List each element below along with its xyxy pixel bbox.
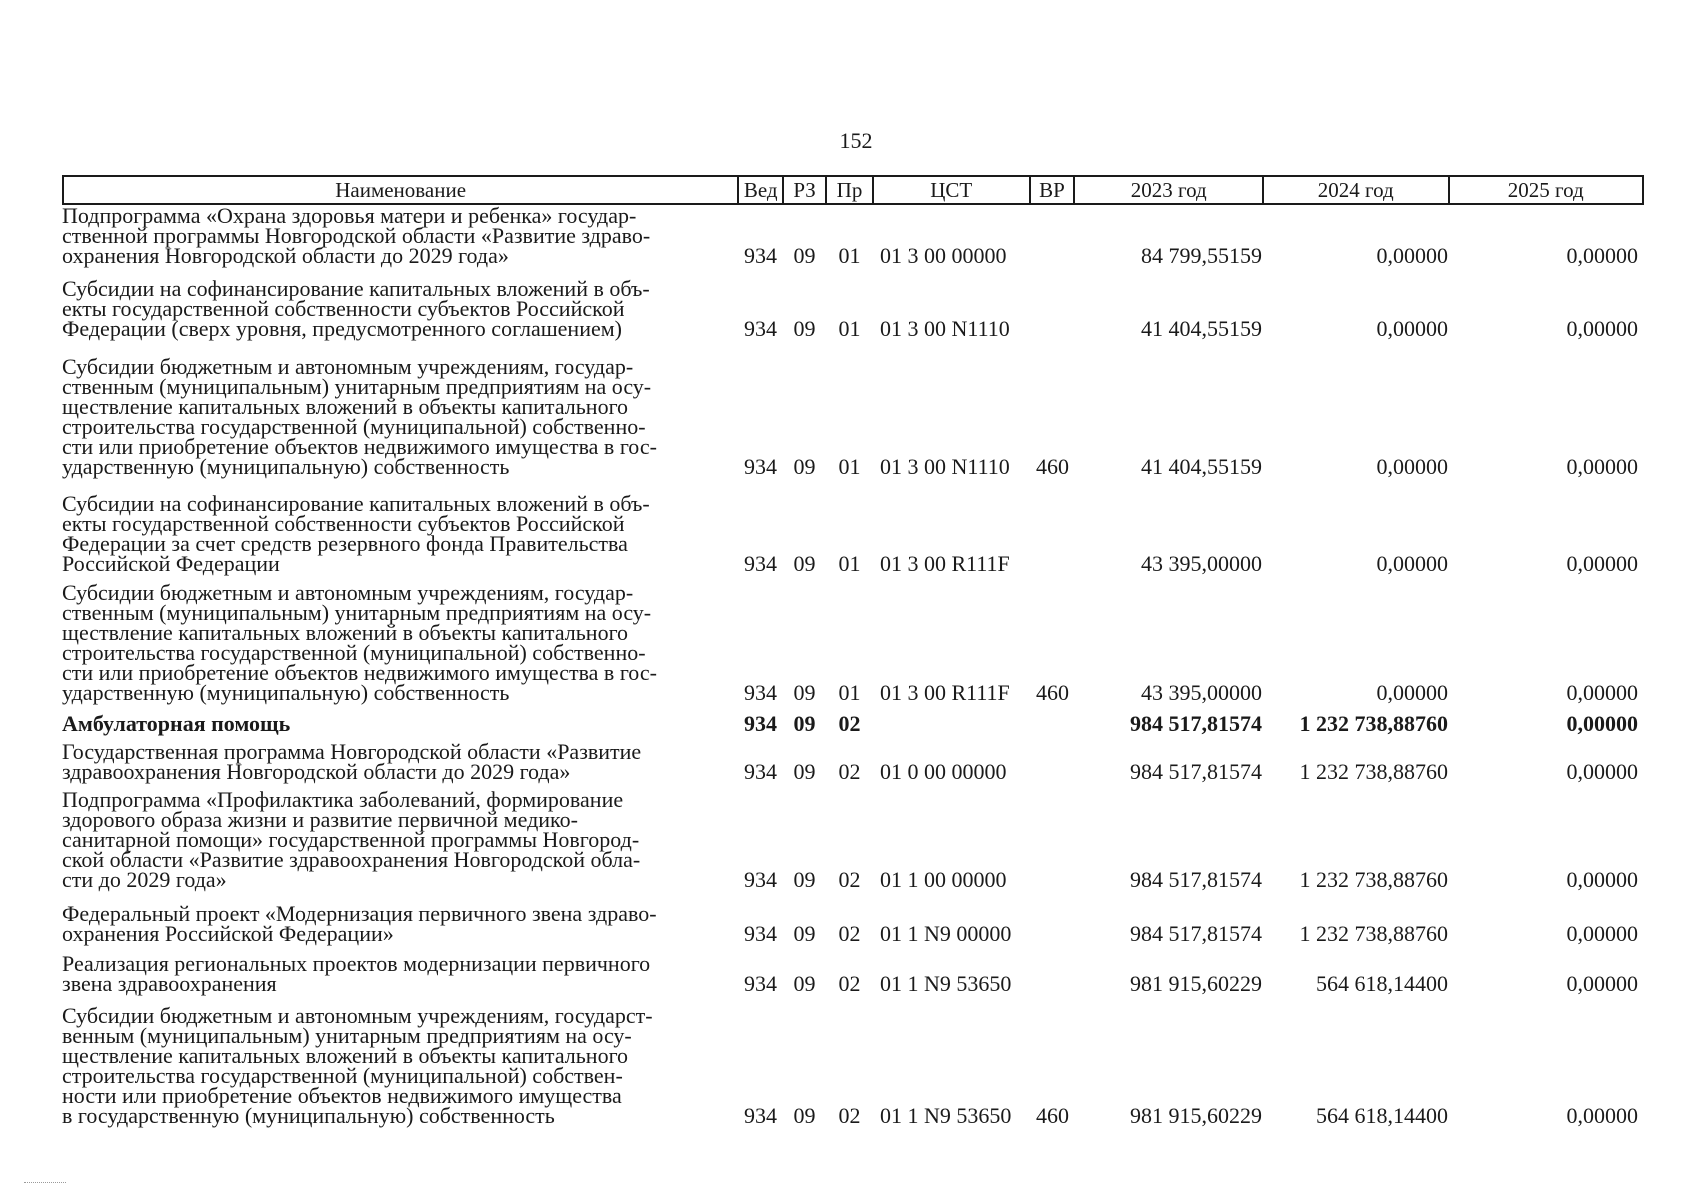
cell-pr: 01 xyxy=(838,680,861,705)
cell-ved: 934 xyxy=(744,551,777,576)
row-name-line: Субсидии бюджетным и автономным учреждениям, государ- xyxy=(62,580,634,605)
cell-vr: 460 xyxy=(1036,454,1069,479)
row-name-line: Субсидии на софинансирование капитальных вложений в объ- xyxy=(62,276,650,301)
row-name-line: Субсидии бюджетным и автономным учреждениям, государ- xyxy=(62,354,634,379)
cell-cst: 01 0 00 00000 xyxy=(880,759,1007,784)
row-name-line: ской области «Развитие здравоохранения Новгородской обла- xyxy=(62,847,641,872)
row-name-line: ществление капитальных вложений в объекты капитального xyxy=(62,1043,629,1068)
row-name-line: Подпрограмма «Охрана здоровья матери и ребенка» государ- xyxy=(62,203,637,228)
cell-ved: 934 xyxy=(744,680,777,705)
row-name-line: Федерации (сверх уровня, предусмотренного соглашением) xyxy=(62,316,622,341)
cell-ved: 934 xyxy=(744,759,777,784)
row-name-line: Амбулаторная помощь xyxy=(62,711,291,736)
table-row xyxy=(62,739,1644,784)
header-2024: 2024 год xyxy=(1264,177,1450,203)
cell-ved: 934 xyxy=(744,921,777,946)
row-name xyxy=(62,276,738,341)
row-name xyxy=(62,787,738,892)
row-name-line: звена здравоохранения xyxy=(62,971,277,996)
table-row xyxy=(62,580,1644,705)
cell-pr: 02 xyxy=(838,921,861,946)
row-name-line: Подпрограмма «Профилактика заболеваний, формирование xyxy=(62,787,624,812)
cell-ved: 934 xyxy=(744,243,777,268)
cell-pr: 01 xyxy=(838,316,861,341)
cell-y2025: 0,00000 xyxy=(1566,454,1638,479)
cell-y2024: 1 232 738,88760 xyxy=(1299,921,1448,946)
row-name xyxy=(62,1003,738,1128)
cell-y2025: 0,00000 xyxy=(1566,1103,1638,1128)
cell-cst: 01 3 00 00000 xyxy=(880,243,1007,268)
cell-cst: 01 3 00 N1110 xyxy=(880,454,1010,479)
row-name-line: ществление капитальных вложений в объекты капитального xyxy=(62,620,629,645)
cell-y2023: 41 404,55159 xyxy=(1141,316,1262,341)
cell-y2024: 1 232 738,88760 xyxy=(1299,759,1448,784)
header-2023: 2023 год xyxy=(1075,177,1264,203)
cell-y2025: 0,00000 xyxy=(1566,551,1638,576)
cell-y2024: 564 618,14400 xyxy=(1316,971,1448,996)
cell-cst: 01 1 N9 53650 xyxy=(880,971,1012,996)
cell-y2025: 0,00000 xyxy=(1566,316,1638,341)
cell-vr: 460 xyxy=(1036,1103,1069,1128)
row-name-line: сти или приобретение объектов недвижимого имущества в гос- xyxy=(62,660,657,685)
table-row xyxy=(62,1003,1644,1128)
row-name-line: ственной программы Новгородской области «Развитие здраво- xyxy=(62,223,651,248)
table-row xyxy=(62,711,1644,736)
cell-rz: 09 xyxy=(793,759,816,784)
header-cst: ЦСТ xyxy=(874,177,1031,203)
row-name-line: ществление капитальных вложений в объекты капитального xyxy=(62,394,629,419)
cell-y2023: 981 915,60229 xyxy=(1130,1103,1262,1128)
row-name xyxy=(62,203,738,268)
header-pr: Пр xyxy=(827,177,874,203)
row-name-line: строительства государственной (муниципальной) собствен- xyxy=(62,1063,623,1088)
row-name-line: здорового образа жизни и развитие первичной медико- xyxy=(62,807,578,832)
row-name-line: строительства государственной (муниципальной) собственно- xyxy=(62,414,646,439)
row-name-line: ударственную (муниципальную) собственность xyxy=(62,680,510,705)
header-2025: 2025 год xyxy=(1507,178,1584,202)
row-name-line: охранения Новгородской области до 2029 года» xyxy=(62,243,509,268)
cell-rz: 09 xyxy=(793,971,816,996)
cell-y2023: 41 404,55159 xyxy=(1141,454,1262,479)
cell-y2024: 564 618,14400 xyxy=(1316,1103,1448,1128)
cell-rz: 09 xyxy=(793,1103,816,1128)
row-name-line: в государственную (муниципальную) собственность xyxy=(62,1103,555,1128)
cell-ved: 934 xyxy=(744,711,777,736)
cell-rz: 09 xyxy=(793,243,816,268)
row-name-line: екты государственной собственности субъектов Российской xyxy=(62,296,625,321)
row-name xyxy=(62,580,738,705)
table-row xyxy=(62,951,1644,996)
header-rz: РЗ xyxy=(784,177,827,203)
cell-y2024: 0,00000 xyxy=(1376,316,1448,341)
row-name-line: ности или приобретение объектов недвижимого имущества xyxy=(62,1083,622,1108)
cell-pr: 02 xyxy=(838,711,861,736)
cell-y2023: 984 517,81574 xyxy=(1130,867,1262,892)
row-name xyxy=(62,711,738,736)
cell-y2023: 43 395,00000 xyxy=(1141,680,1262,705)
table-row xyxy=(62,901,1644,946)
header-name: Наименование xyxy=(64,177,739,203)
cell-y2024: 0,00000 xyxy=(1376,680,1448,705)
cell-y2023: 984 517,81574 xyxy=(1130,711,1262,736)
row-name-line: венным (муниципальным) унитарным предприятиям на осу- xyxy=(62,1023,632,1048)
table-header xyxy=(62,175,1644,205)
header-vr: ВР xyxy=(1031,177,1076,203)
row-name-line: Государственная программа Новгородской области «Развитие xyxy=(62,739,642,764)
header-ved: Вед xyxy=(739,177,784,203)
row-name-line: Субсидии на софинансирование капитальных вложений в объ- xyxy=(62,491,650,516)
cell-rz: 09 xyxy=(793,551,816,576)
cell-cst: 01 1 N9 53650 xyxy=(880,1103,1012,1128)
cell-y2024: 1 232 738,88760 xyxy=(1299,711,1448,736)
cell-pr: 01 xyxy=(838,243,861,268)
cell-ved: 934 xyxy=(744,867,777,892)
table-row xyxy=(62,491,1644,576)
table-row xyxy=(62,787,1644,892)
cell-ved: 934 xyxy=(744,971,777,996)
row-name-line: ударственную (муниципальную) собственность xyxy=(62,454,510,479)
cell-pr: 02 xyxy=(838,971,861,996)
row-name-line: Реализация региональных проектов модернизации первичного xyxy=(62,951,651,976)
cell-pr: 02 xyxy=(838,759,861,784)
cell-cst: 01 3 00 N1110 xyxy=(880,316,1010,341)
cell-y2024: 1 232 738,88760 xyxy=(1299,867,1448,892)
cell-pr: 02 xyxy=(838,867,861,892)
cell-rz: 09 xyxy=(793,867,816,892)
cell-y2023: 984 517,81574 xyxy=(1130,759,1262,784)
cell-cst: 01 3 00 R111F xyxy=(880,680,1010,705)
row-name-line: сти до 2029 года» xyxy=(62,867,227,892)
row-name-line: Федеральный проект «Модернизация первичного звена здраво- xyxy=(62,901,657,926)
cell-y2023: 84 799,55159 xyxy=(1141,243,1262,268)
row-name xyxy=(62,739,738,784)
row-name xyxy=(62,491,738,576)
row-name-line: здравоохранения Новгородской области до 2029 года» xyxy=(62,759,571,784)
cell-y2023: 984 517,81574 xyxy=(1130,921,1262,946)
row-name-line: санитарной помощи» государственной программы Новгород- xyxy=(62,827,640,852)
cell-y2023: 43 395,00000 xyxy=(1141,551,1262,576)
row-name xyxy=(62,901,738,946)
cell-ved: 934 xyxy=(744,1103,777,1128)
cell-y2025: 0,00000 xyxy=(1566,759,1638,784)
cell-y2025: 0,00000 xyxy=(1566,971,1638,996)
table-row xyxy=(62,276,1644,341)
cell-ved: 934 xyxy=(744,316,777,341)
cell-y2024: 0,00000 xyxy=(1376,454,1448,479)
row-name-line: строительства государственной (муниципальной) собственно- xyxy=(62,640,646,665)
cell-rz: 09 xyxy=(793,711,816,736)
cell-y2024: 0,00000 xyxy=(1376,243,1448,268)
cell-rz: 09 xyxy=(793,316,816,341)
row-name-line: ственным (муниципальным) унитарным предприятиям на осу- xyxy=(62,600,652,625)
row-name-line: Федерации за счет средств резервного фонда Правительства xyxy=(62,531,628,556)
cell-y2024: 0,00000 xyxy=(1376,551,1448,576)
cell-y2025: 0,00000 xyxy=(1566,921,1638,946)
cell-y2025: 0,00000 xyxy=(1566,680,1638,705)
cell-rz: 09 xyxy=(793,454,816,479)
cell-vr: 460 xyxy=(1036,680,1069,705)
cell-cst: 01 1 N9 00000 xyxy=(880,921,1012,946)
cell-pr: 01 xyxy=(838,454,861,479)
cell-pr: 02 xyxy=(838,1103,861,1128)
cell-y2025: 0,00000 xyxy=(1566,867,1638,892)
cell-y2025: 0,00000 xyxy=(1566,243,1638,268)
row-name-line: охранения Российской Федерации» xyxy=(62,921,394,946)
row-name-line: Российской Федерации xyxy=(62,551,280,576)
cell-cst: 01 1 00 00000 xyxy=(880,867,1007,892)
cell-y2025: 0,00000 xyxy=(1566,711,1638,736)
row-name xyxy=(62,354,738,479)
row-name-line: екты государственной собственности субъектов Российской xyxy=(62,511,625,536)
row-name xyxy=(62,951,738,996)
row-name-line: сти или приобретение объектов недвижимого имущества в гос- xyxy=(62,434,657,459)
cell-rz: 09 xyxy=(793,680,816,705)
cell-pr: 01 xyxy=(838,551,861,576)
cell-ved: 934 xyxy=(744,454,777,479)
scan-artifact xyxy=(24,1182,66,1185)
cell-y2023: 981 915,60229 xyxy=(1130,971,1262,996)
page-number: 152 xyxy=(839,128,873,153)
cell-rz: 09 xyxy=(793,921,816,946)
row-name-line: Субсидии бюджетным и автономным учреждениям, государст- xyxy=(62,1003,653,1028)
row-name-line: ственным (муниципальным) унитарным предприятиям на осу- xyxy=(62,374,652,399)
table-row xyxy=(62,354,1644,479)
cell-cst: 01 3 00 R111F xyxy=(880,551,1010,576)
table-row xyxy=(62,203,1644,268)
